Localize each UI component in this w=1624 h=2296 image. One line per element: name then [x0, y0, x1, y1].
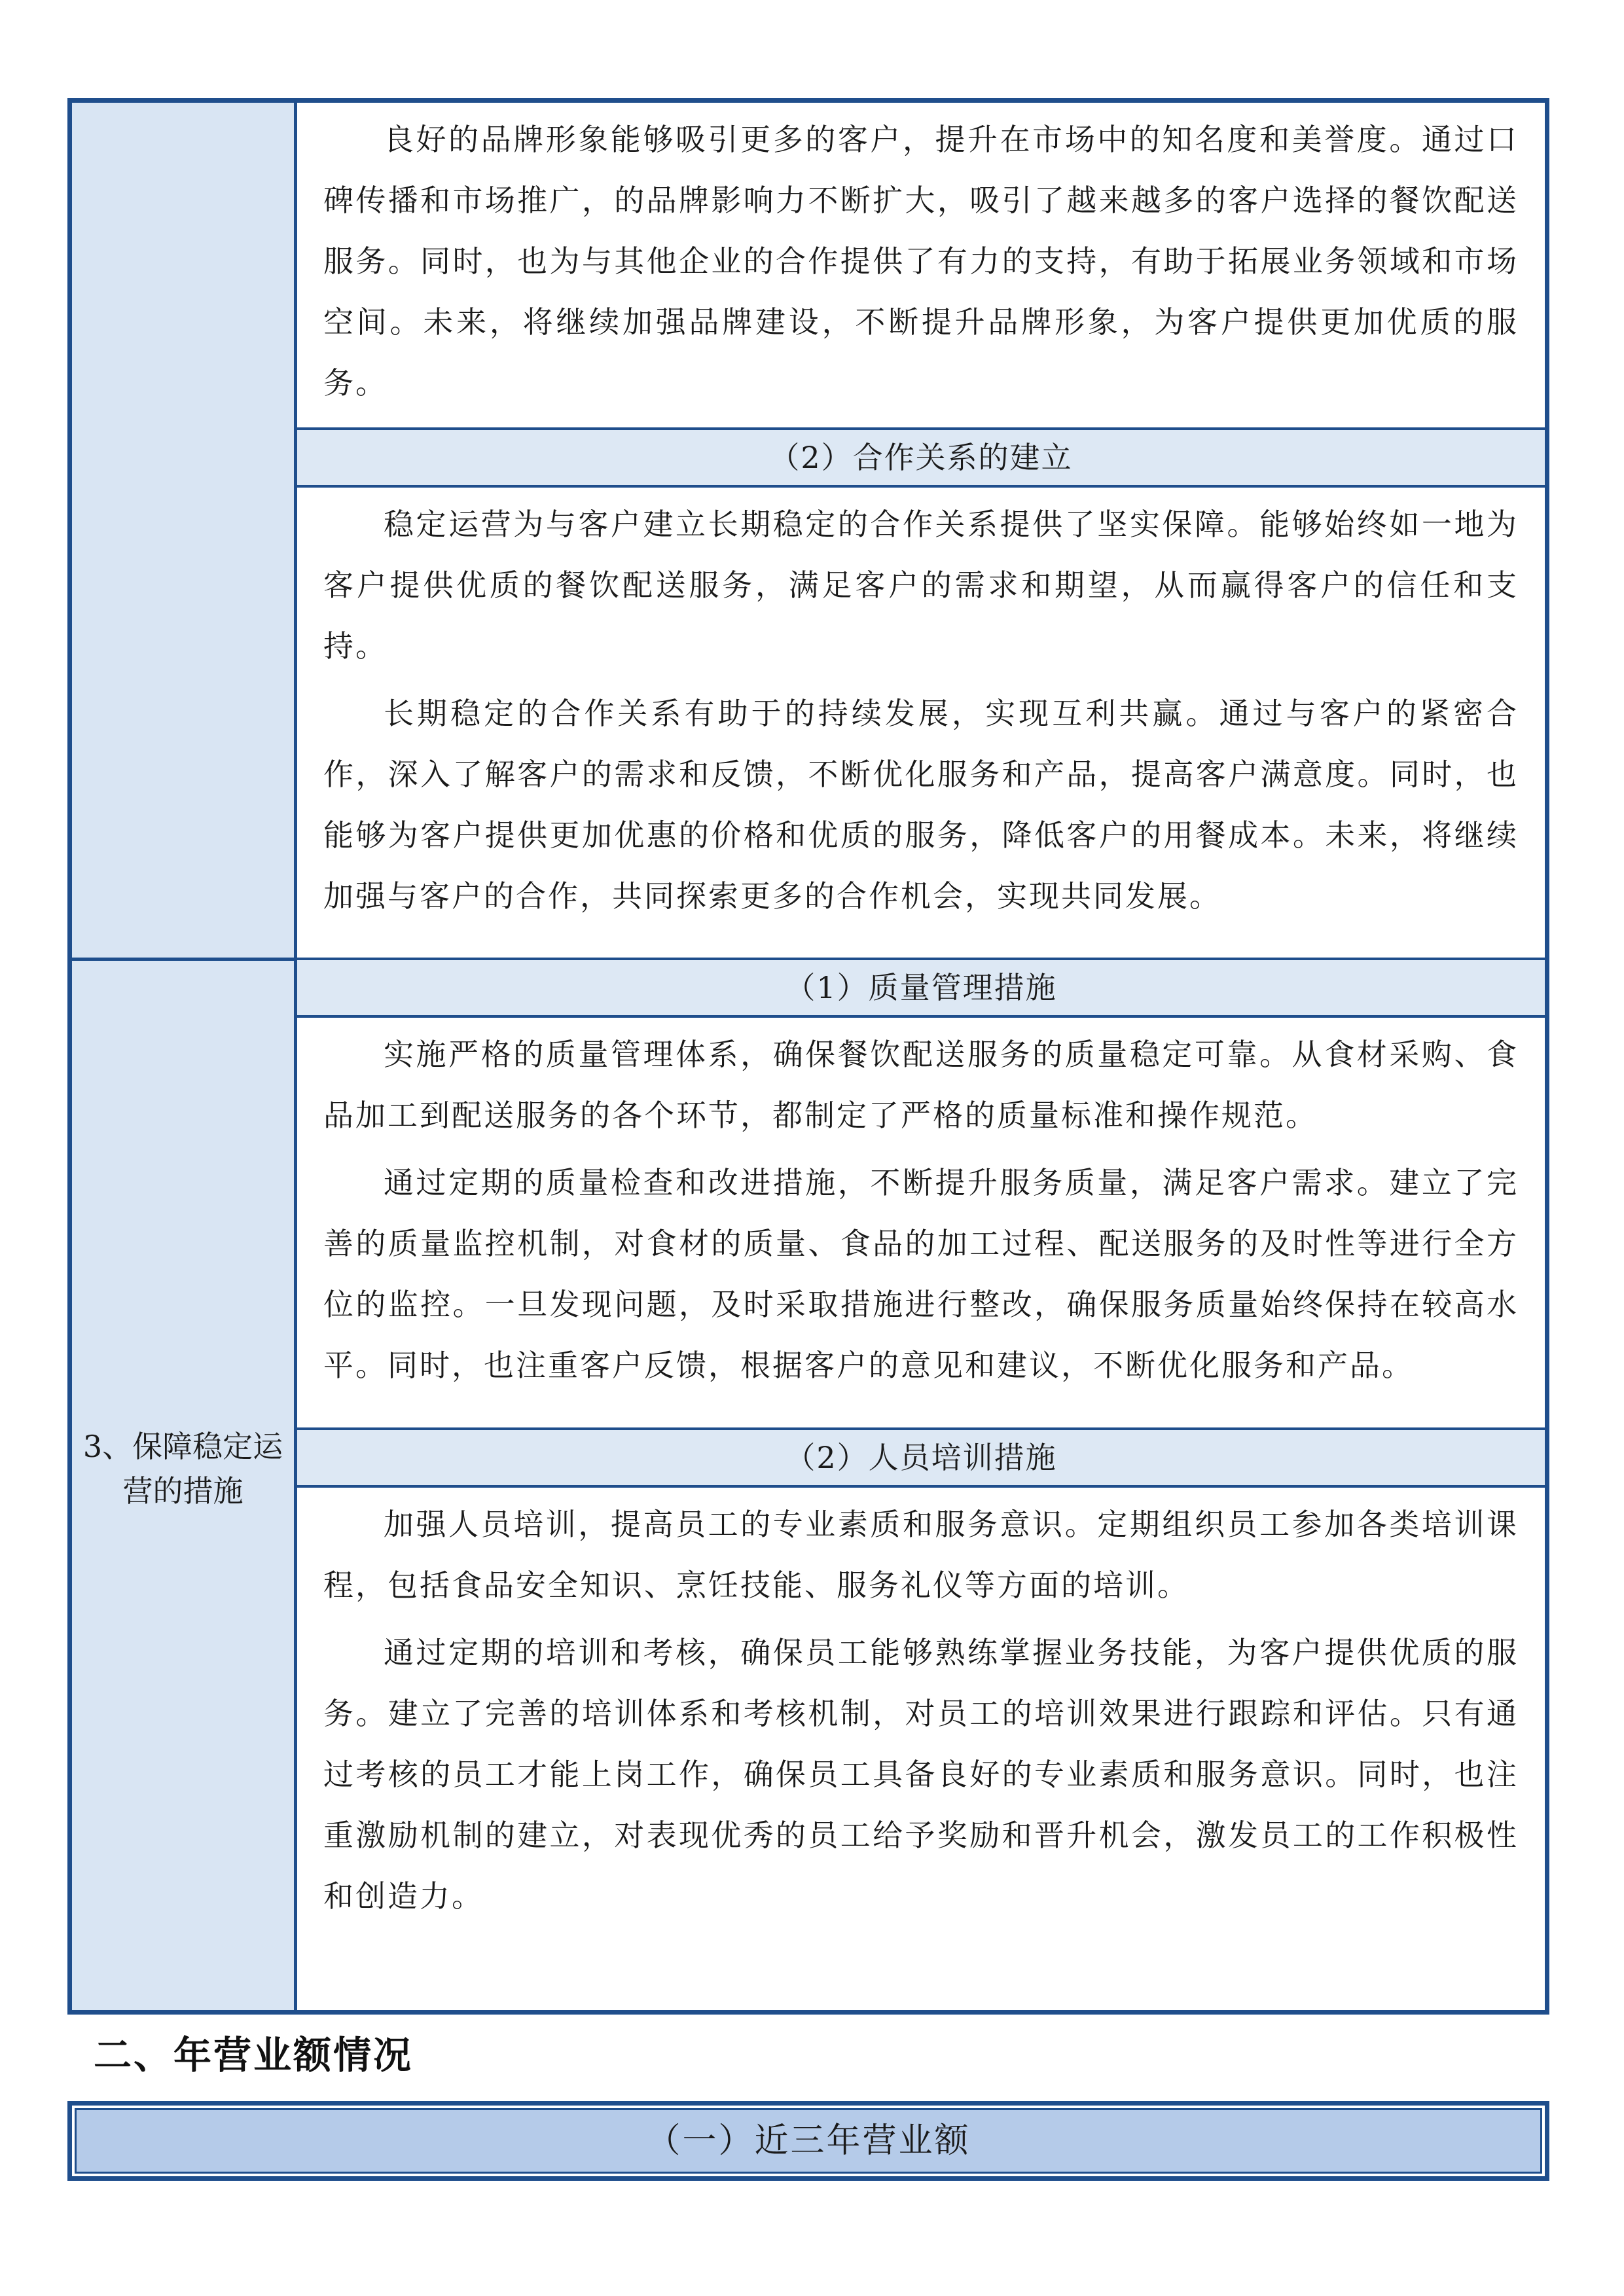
section-heading: 二、年营业额情况 [94, 2033, 414, 2077]
paragraph: 长期稳定的合作关系有助于的持续发展，实现互利共赢。通过与客户的紧密合作，深入了解客户的需求和反馈，不断优化服务和产品，提高客户满意度。同时，也能够为客户提供更加优惠的价格和优质的服务，降低客户的用餐成本。未来，将继续加强与客户的合作，共同探索更多的合作机会，实现共同发展。 [323, 696, 1519, 914]
subheading-training: （2）人员培训措施 [297, 1427, 1545, 1488]
subheading-quality: （1）质量管理措施 [297, 958, 1545, 1018]
section-label: 3、保障稳定运营的措施 [82, 1429, 283, 1509]
revenue-title-bar [67, 2101, 1549, 2181]
training-cell [297, 1488, 1545, 2011]
brand-image-cell [297, 103, 1545, 427]
paragraph: 实施严格的质量管理体系，确保餐饮配送服务的质量稳定可靠。从食材采购、食品加工到配送服务的各个环节，都制定了严格的质量标准和操作规范。 [323, 1037, 1519, 1133]
paragraph: 稳定运营为与客户建立长期稳定的合作关系提供了坚实保障。能够始终如一地为客户提供优质的餐饮配送服务，满足客户的需求和期望，从而赢得客户的信任和支持。 [323, 507, 1519, 664]
subheading-cooperation: （2）合作关系的建立 [297, 427, 1545, 488]
paragraph: 良好的品牌形象能够吸引更多的客户，提升在市场中的知名度和美誉度。通过口碑传播和市场推广，的品牌影响力不断扩大，吸引了越来越多的客户选择的餐饮配送服务。同时，也为与其他企业的合作提供了有力的支持，有助于拓展业务领域和市场空间。未来，将继续加强品牌建设，不断提升品牌形象，为客户提供更加优质的服务。 [323, 122, 1519, 401]
row-divider [72, 958, 297, 961]
right-content-column [297, 103, 1545, 2010]
paragraph: 加强人员培训，提高员工的专业素质和服务意识。定期组织员工参加各类培训课程，包括食品安全知识、烹饪技能、服务礼仪等方面的培训。 [323, 1507, 1519, 1603]
content-table [67, 98, 1549, 2015]
left-label-column [72, 103, 297, 2010]
revenue-title: （一）近三年营业额 [75, 2108, 1542, 2174]
cooperation-cell [297, 488, 1545, 958]
paragraph: 通过定期的培训和考核，确保员工能够熟练掌握业务技能，为客户提供优质的服务。建立了完善的培训体系和考核机制，对员工的培训效果进行跟踪和评估。只有通过考核的员工才能上岗工作，确保员工具备良好的专业素质和服务意识。同时，也注重激励机制的建立，对表现优秀的员工给予奖励和晋升机会，激发员工的工作积极性和创造力。 [323, 1635, 1519, 1914]
paragraph: 通过定期的质量检查和改进措施，不断提升服务质量，满足客户需求。建立了完善的质量监控机制，对食材的质量、食品的加工过程、配送服务的及时性等进行全方位的监控。一旦发现问题，及时采取措施进行整改，确保服务质量始终保持在较高水平。同时，也注重客户反馈，根据客户的意见和建议，不断优化服务和产品。 [323, 1165, 1519, 1383]
quality-cell [297, 1018, 1545, 1427]
